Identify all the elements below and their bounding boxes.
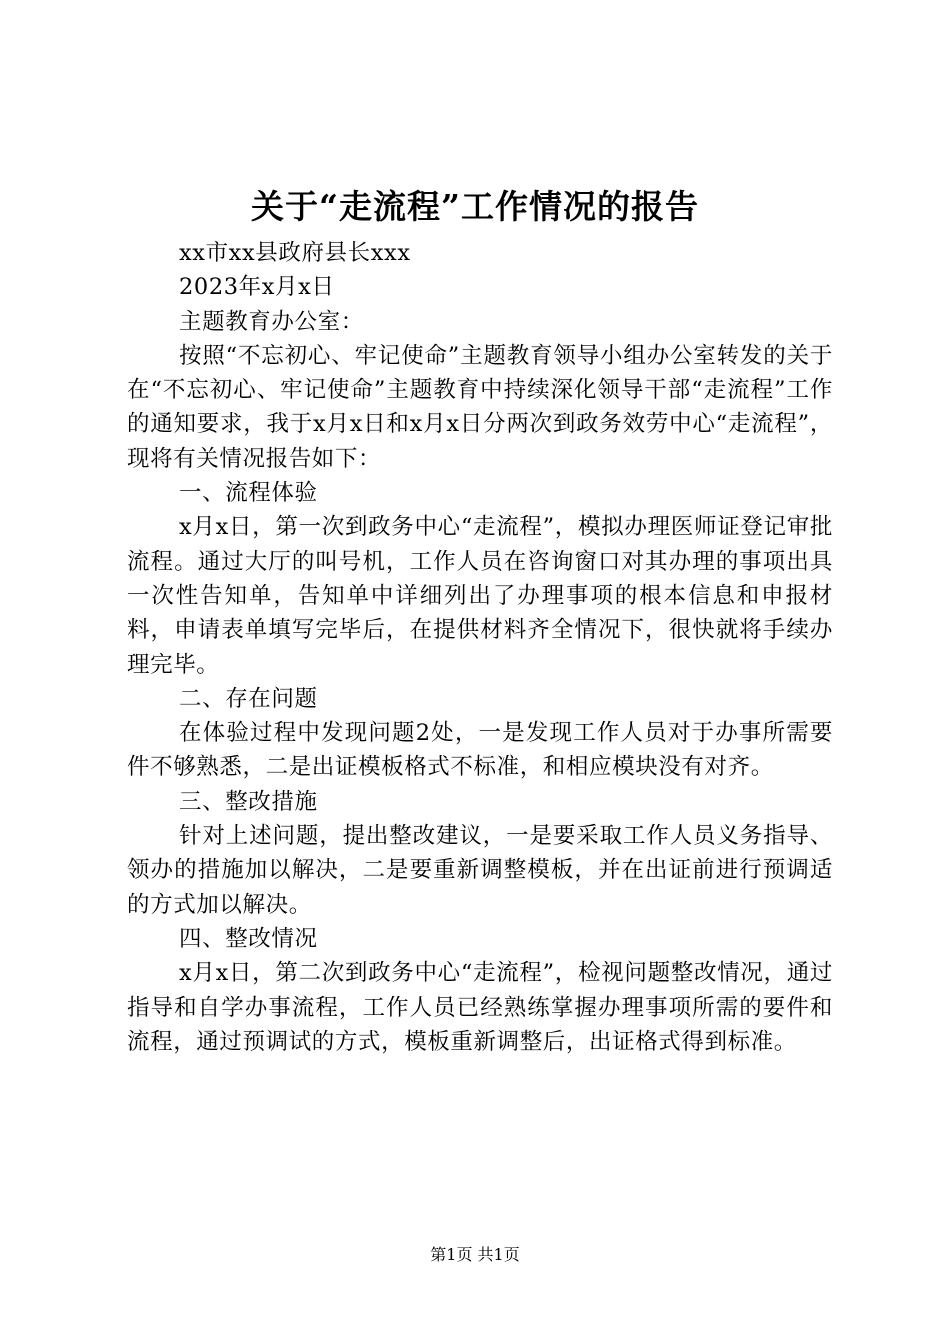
- document-title: 关于“走流程”工作情况的报告: [251, 187, 699, 226]
- section-heading-3: 三、整改措施: [179, 788, 318, 815]
- section-paragraph-2: 在体验过程中发现问题2处，一是发现工作人员对于办事所需要件不够熟悉，二是出证模板格式不标准，和相应模块没有对齐。: [127, 720, 833, 781]
- recipient-line: 主题教育办公室：: [179, 308, 364, 335]
- section-heading-1: 一、流程体验: [179, 480, 318, 507]
- section-paragraph-4: x月x日，第二次到政务中心“走流程”，检视问题整改情况，通过指导和自学办事流程，工作人员已经熟练掌握办理事项所需的要件和流程，通过预调试的方式，模板重新调整后，出证格式得到标准。: [127, 960, 833, 1055]
- section-paragraph-3: 针对上述问题，提出整改建议，一是要采取工作人员义务指导、领办的措施加以解决，二是要重新调整模板，并在出证前进行预调适的方式加以解决。: [127, 823, 833, 918]
- section-heading-4: 四、整改情况: [179, 925, 318, 952]
- section-paragraph-1: x月x日，第一次到政务中心“走流程”，模拟办理医师证登记审批流程。通过大厅的叫号机，工作人员在咨询窗口对其办理的事项出具一次性告知单，告知单中详细列出了办理事项的根本信息和申报材料，申请表单填写完毕后，在提供材料齐全情况下，很快就将手续办理完毕。: [127, 514, 833, 678]
- intro-paragraph: 按照“不忘初心、牢记使命”主题教育领导小组办公室转发的关于在“不忘初心、牢记使命”主题教育中持续深化领导干部“走流程”工作的通知要求，我于x月x日和x月x日分两次到政务效劳中心“走流程”，现将有关情况报告如下：: [127, 342, 833, 472]
- page-footer: 第1页 共1页: [430, 1245, 520, 1264]
- date-line: 2023年x月x日: [179, 274, 335, 301]
- section-heading-2: 二、存在问题: [179, 685, 318, 712]
- document-body: [127, 236, 833, 1059]
- author-line: xx市xx县政府县长xxx: [179, 240, 411, 266]
